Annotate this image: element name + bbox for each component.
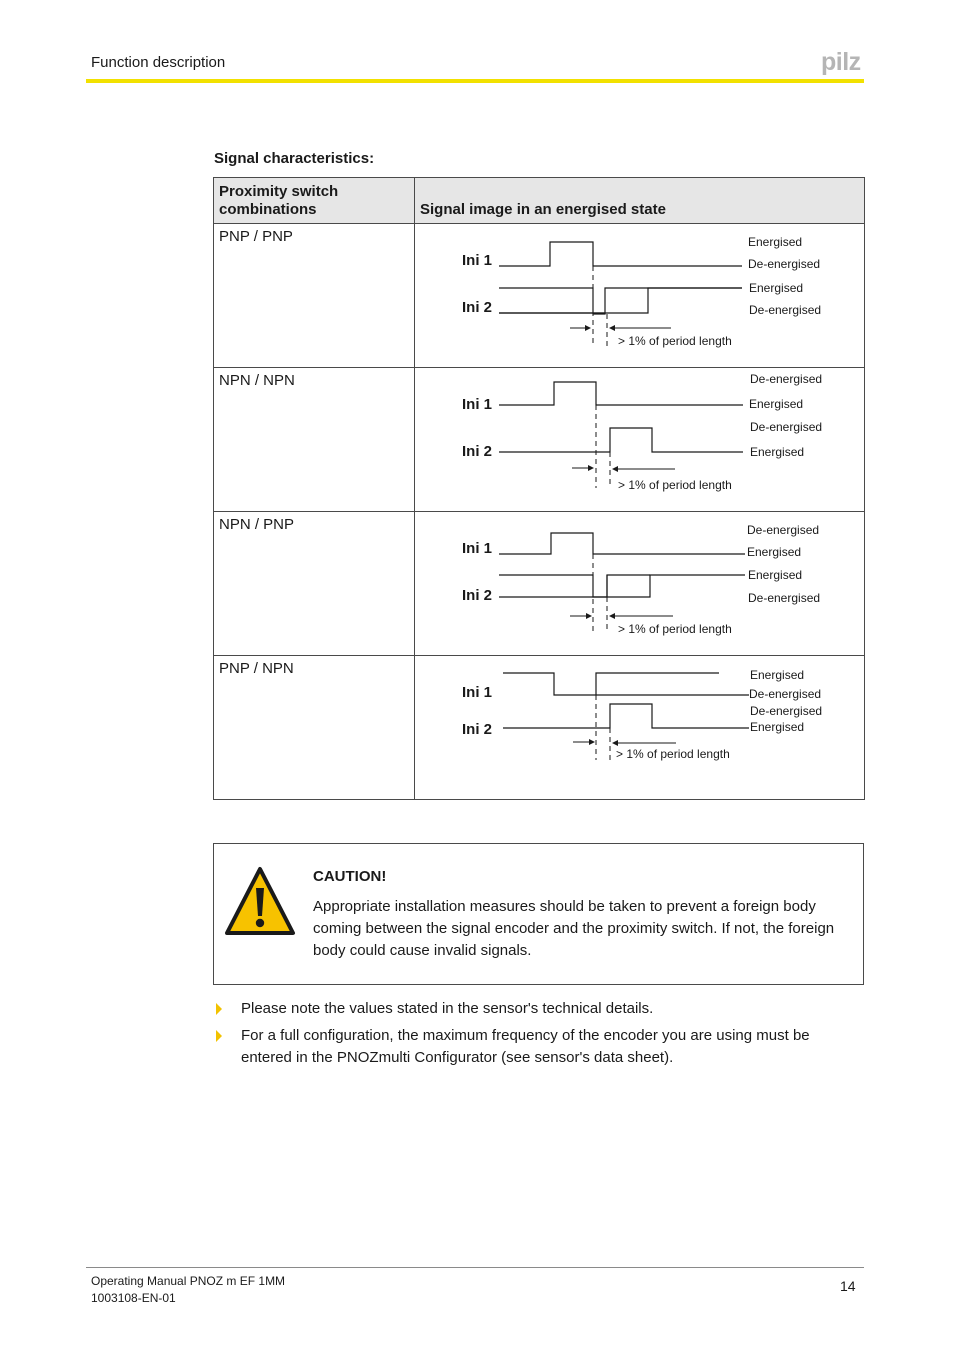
signal-table <box>213 177 865 800</box>
footer-doc-number: 1003108-EN-01 <box>91 1291 176 1305</box>
combo-cell: NPN / NPN <box>214 368 415 512</box>
table-header-row <box>214 178 865 224</box>
footer-manual-title: Operating Manual PNOZ m EF 1MM <box>91 1274 286 1288</box>
state-label: Energised <box>750 668 805 682</box>
timing-diagram <box>415 368 863 510</box>
marker-arrow-head <box>589 739 595 745</box>
page-number: 14 <box>840 1278 856 1294</box>
state-label: Energised <box>749 281 804 295</box>
caution-title: CAUTION! <box>313 868 387 885</box>
marker-arrow-head <box>586 613 592 619</box>
period-note: > 1% of period length <box>618 622 732 636</box>
header-rule <box>86 79 864 83</box>
diagram-cell <box>415 512 865 656</box>
table-row <box>214 512 865 656</box>
list-item-text: Please note the values stated in the sensor's technical details. <box>241 1000 654 1017</box>
state-label: De-energised <box>749 303 822 317</box>
header-title: Function description <box>91 54 226 71</box>
table-row <box>214 368 865 512</box>
marker-arrow-head <box>585 325 591 331</box>
footer-rule <box>86 1267 864 1268</box>
diagram-cell <box>415 224 865 368</box>
list-item <box>213 1025 864 1069</box>
list-item <box>213 998 864 1020</box>
col-header-signal-image: Signal image in an energised state <box>415 178 865 224</box>
state-label: De-energised <box>750 420 823 434</box>
diagram-cell <box>415 368 865 512</box>
diagram-cell <box>415 656 865 800</box>
table-row <box>214 224 865 368</box>
marker-arrow-head <box>609 325 615 331</box>
ini1-label: Ini 1 <box>462 252 493 269</box>
state-label: De-energised <box>748 591 821 605</box>
period-note: > 1% of period length <box>616 747 730 761</box>
ini2-label: Ini 2 <box>462 587 493 604</box>
ini1-label: Ini 1 <box>462 540 493 557</box>
combo-cell: NPN / PNP <box>214 512 415 656</box>
ini2-label: Ini 2 <box>462 721 493 738</box>
state-label: Energised <box>750 720 805 734</box>
timing-diagram <box>415 512 863 654</box>
state-label: De-energised <box>747 523 820 537</box>
bullet-arrow-icon <box>216 1003 222 1015</box>
state-label: Energised <box>748 568 803 582</box>
ini2-signal <box>607 575 745 597</box>
marker-arrow-head <box>612 740 618 746</box>
section-title: Signal characteristics: <box>214 150 375 167</box>
state-label: Energised <box>750 445 805 459</box>
ini1-signal <box>499 288 742 314</box>
caution-box <box>213 843 864 985</box>
state-label: De-energised <box>750 704 823 718</box>
period-note: > 1% of period length <box>618 478 732 492</box>
bullet-arrow-icon <box>216 1030 222 1042</box>
ini1-signal <box>499 533 745 554</box>
bullet-list <box>213 998 864 1074</box>
ini1-signal <box>499 382 743 405</box>
state-label: De-energised <box>749 687 822 701</box>
ini2-signal <box>499 428 743 452</box>
caution-text: Appropriate installation measures should be taken to prevent a foreign body coming between the signal encoder and the proximity switch. If not, the foreign body could cause invalid signals. <box>313 898 835 959</box>
ini1-label: Ini 1 <box>462 396 493 413</box>
ini2-signal <box>503 704 749 728</box>
ini2-signal <box>499 575 650 597</box>
state-label: De-energised <box>750 372 823 386</box>
pilz-logo <box>820 48 866 81</box>
state-label: Energised <box>749 397 804 411</box>
state-label: Energised <box>747 545 802 559</box>
ini2-label: Ini 2 <box>462 443 493 460</box>
state-label: Energised <box>748 235 803 249</box>
ini1-signal <box>503 673 719 695</box>
ini1-signal <box>499 242 742 266</box>
footer-info <box>91 1273 285 1307</box>
ini2-signal <box>499 288 742 313</box>
table-row <box>214 656 865 800</box>
ini2-signal <box>499 575 607 597</box>
state-label: De-energised <box>748 257 821 271</box>
col-header-combinations: Proximity switch combinations <box>214 178 415 224</box>
period-note: > 1% of period length <box>618 334 732 348</box>
marker-arrow-head <box>612 466 618 472</box>
combo-cell: PNP / PNP <box>214 224 415 368</box>
ini2-label: Ini 2 <box>462 299 493 316</box>
timing-diagram <box>415 224 863 366</box>
combo-cell: PNP / NPN <box>214 656 415 800</box>
warning-triangle-icon <box>224 866 296 943</box>
marker-arrow-head <box>609 613 615 619</box>
logo-text: pilz <box>821 48 861 76</box>
ini1-label: Ini 1 <box>462 684 493 701</box>
timing-diagram <box>415 656 863 798</box>
marker-arrow-head <box>588 465 594 471</box>
list-item-text: For a full configuration, the maximum frequency of the encoder you are using must be entered in the PNOZmulti Configurator (see sensor's data sheet). <box>241 1027 810 1066</box>
